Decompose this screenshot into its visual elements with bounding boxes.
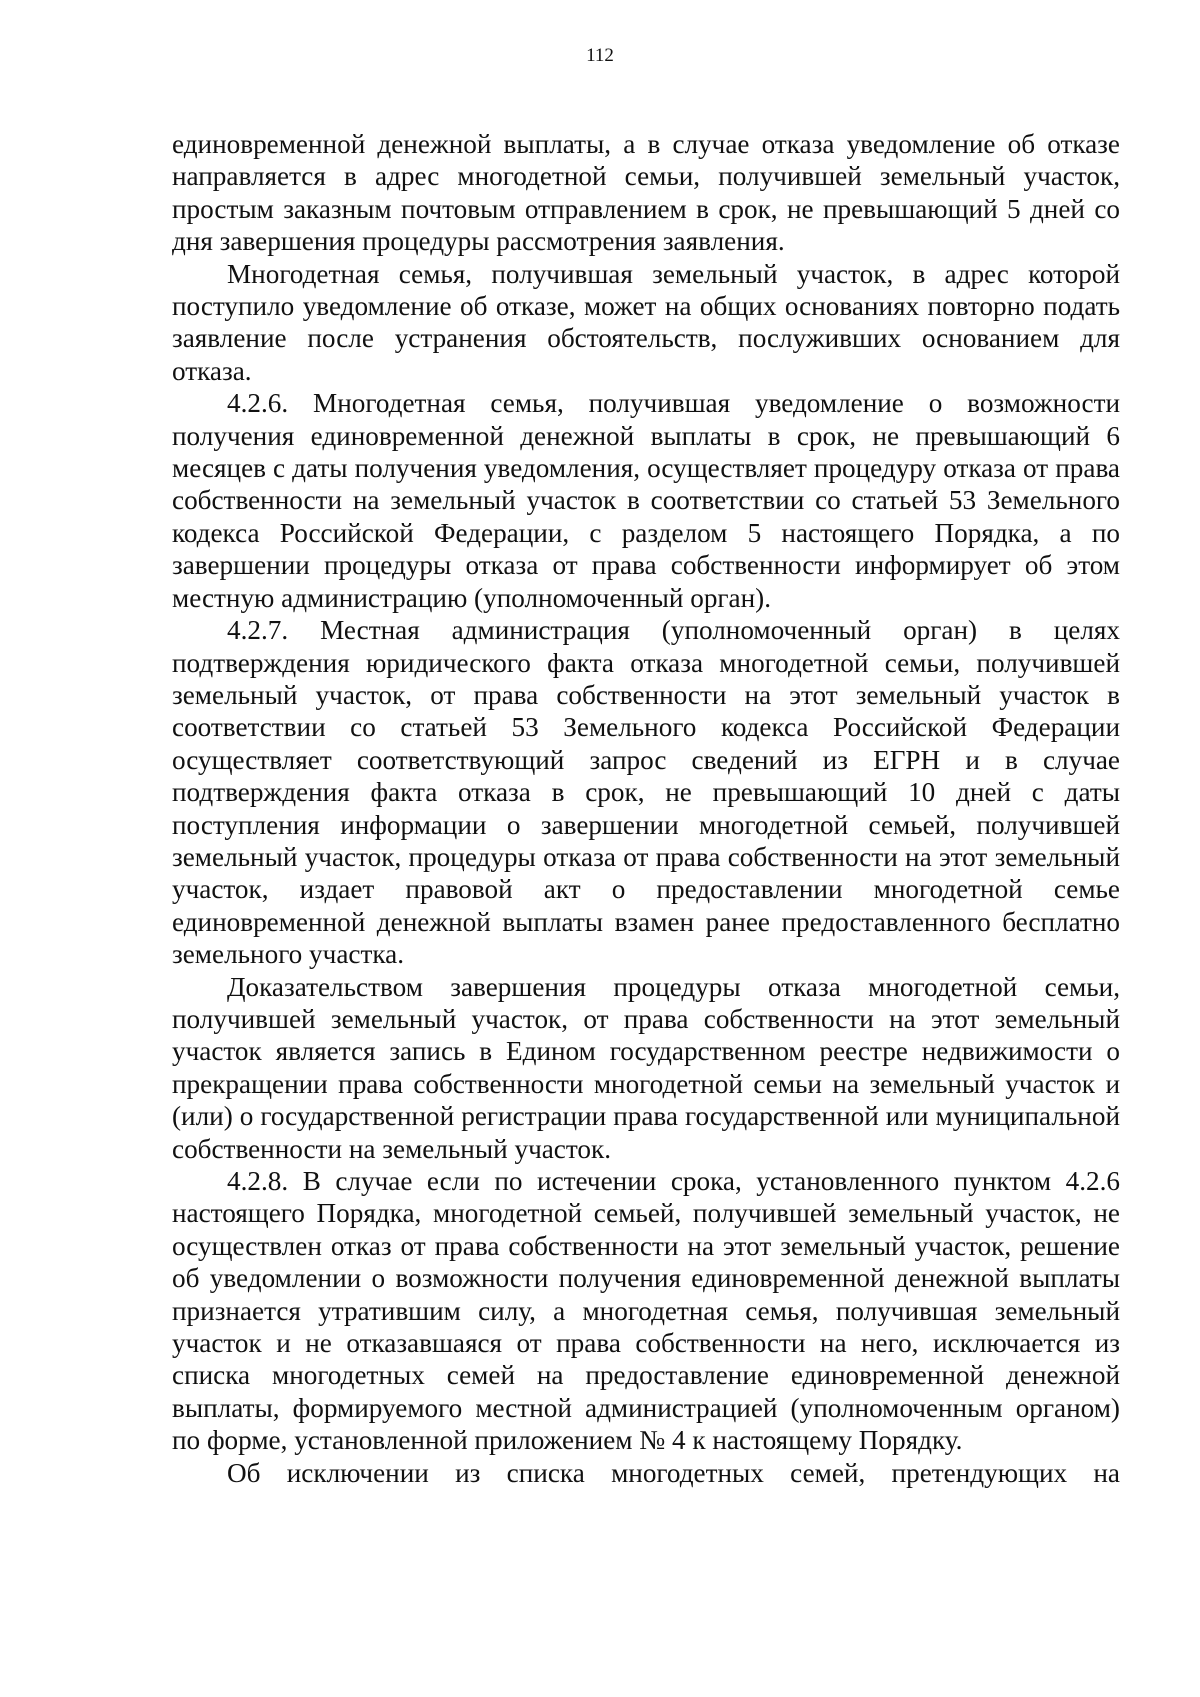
paragraph-refusal-reapply: Многодетная семья, получившая земельный участок, в адрес которой поступило уведомление об отказе, может на общих основаниях повторно подать заявление после устранения обстоятельств, послуживших основанием для отказа. (172, 258, 1120, 386)
page-number: 112 (586, 45, 614, 66)
paragraph-continuation: единовременной денежной выплаты, а в случае отказа уведомление об отказе направляется в адрес многодетной семьи, получившей земельный участок, простым заказным почтовым отправлением в срок, не превышающий 5 дней со дня завершения процедуры рассмотрения заявления. (172, 129, 1120, 257)
paragraph-4-2-7: 4.2.7. Местная администрация (уполномоченный орган) в целях подтверждения юридического факта отказа многодетной семьи, получившей земельный участок, от права собственности на этот земельный участок в соответствии со статьей 53 Земельного кодекса Российской Федерации осуществляет соответствующий запрос сведений из ЕГРН и в случае подтверждения факта отказа в срок, не превышающий 10 дней с даты поступления информации о завершении многодетной семьей, получившей земельный участок, процедуры отказа от права собственности на этот земельный участок, издает правовой акт о предоставлении многодетной семье единовременной денежной выплаты взамен ранее предоставленного бесплатно земельного участка. (172, 615, 1120, 970)
paragraph-4-2-6: 4.2.6. Многодетная семья, получившая уведомление о возможности получения единовременной денежной выплаты в срок, не превышающий 6 месяцев с даты получения уведомления, осуществляет процедуру отказа от права собственности на земельный участок в соответствии со статьей 53 Земельного кодекса Российской Федерации, с разделом 5 настоящего Порядка, а по завершении процедуры отказа от права собственности информирует об этом местную администрацию (уполномоченный орган). (172, 388, 1120, 613)
paragraph-4-2-8: 4.2.8. В случае если по истечении срока, установленного пунктом 4.2.6 настоящего Порядка, многодетной семьей, получившей земельный участок, не осуществлен отказ от права собственности на этот земельный участок, решение об уведомлении о возможности получения единовременной денежной выплаты признается утратившим силу, а многодетная семья, получившая земельный участок и не отказавшаяся от права собственности на него, исключается из списка многодетных семей на предоставление единовременной денежной выплаты, формируемого местной администрацией (уполномоченным органом) по форме, установленной приложением № 4 к настоящему Порядку. (172, 1166, 1120, 1456)
document-body (172, 128, 1120, 1489)
paragraph-evidence: Доказательством завершения процедуры отказа многодетной семьи, получившей земельный участок, от права собственности на этот земельный участок является запись в Едином государственном реестре недвижимости о прекращении права собственности многодетной семьи на земельный участок и (или) о государственной регистрации права государственной или муниципальной собственности на земельный участок. (172, 971, 1120, 1164)
paragraph-exclusion-start: Об исключении из списка многодетных семей, претендующих на (227, 1457, 1120, 1488)
